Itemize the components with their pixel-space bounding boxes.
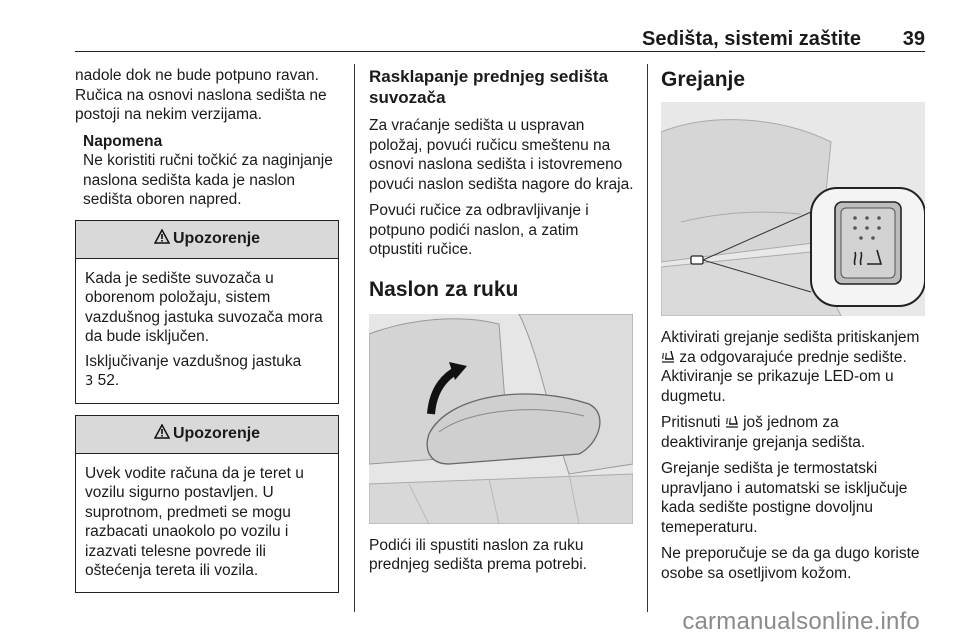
warning-ref-text: Isključivanje vazdušnog jastuka — [85, 352, 302, 370]
note-title: Napomena — [83, 132, 163, 150]
watermark: carmanualsonline.info — [682, 608, 920, 635]
section-heading-armrest: Naslon za ruku — [369, 277, 519, 301]
warning-title: Upozorenje — [172, 425, 261, 443]
column-2 — [369, 66, 635, 582]
seat-fold-text-2: Povući ručice za odbravljivanje i potpuno podići naslon, a zatim otpustiti ručice. — [369, 202, 589, 258]
seat-heating-illustration — [661, 102, 925, 316]
warning-box-2 — [75, 415, 339, 593]
warning-triangle-icon — [154, 229, 170, 249]
note-text: Ne koristiti ručni točkić za naginjanje naslona sedišta kada je naslon sedišta oboren napred. — [83, 152, 333, 208]
column-divider-left — [354, 64, 355, 612]
intro-text: nadole dok ne bude potpuno ravan. Ručica na osnovi naslona sedišta ne postoji na nekim verzijama. — [75, 67, 327, 123]
heating-text-4: Ne preporučuje se da ga dugo koriste osobe sa osetljivom kožom. — [661, 545, 920, 582]
warning-text: Kada je sedište suvozača u oborenom položaju, sistem vazdušnog jastuka suvozača mora da bude isključen. — [85, 269, 323, 345]
column-divider-right — [647, 64, 648, 612]
heating-text-3: Grejanje sedišta je termostatski upravljano i automatski se isključuje kada sedište postigne dovoljnu temeperaturu. — [661, 460, 908, 536]
column-3 — [661, 66, 929, 590]
heating-text-1: Aktivirati grejanje sedišta pritiskanjem za odgovarajuće prednje sedište. Aktiviranje se prikazuje LED-om u dugmetu. — [661, 329, 920, 405]
seat-heating-icon — [725, 415, 739, 429]
page-number: 39 — [902, 28, 925, 50]
warning-box-1 — [75, 220, 339, 404]
warning-title: Upozorenje — [172, 230, 261, 248]
page-reference-number[interactable]: 52. — [97, 372, 120, 389]
warning-triangle-icon — [154, 424, 170, 444]
page-header — [75, 26, 925, 52]
armrest-illustration — [369, 314, 633, 524]
note-block — [75, 132, 343, 210]
seat-fold-text-1: Za vraćanje sedišta u uspravan položaj, povući ručicu smeštenu na osnovi naslona sedišta i istovremeno povući naslon sedišta nagore do kraja. — [369, 117, 634, 193]
page-reference-icon: 3 — [85, 374, 94, 389]
warning-header — [76, 221, 338, 259]
page-title: Sedišta, sistemi zaštite — [642, 28, 861, 50]
section-heading-seat-fold: Rasklapanje prednjeg sedišta suvozača — [369, 67, 609, 107]
warning-text: Uvek vodite računa da je teret u vozilu sigurno postavljen. U suprotnom, predmeti se mogu razbacati unaokolo po vozilu i izazvati telesne povrede ili oštećenja tereta ili vozila. — [85, 464, 304, 579]
warning-body — [76, 259, 338, 403]
armrest-text: Podići ili spustiti naslon za ruku prednjeg sedišta prema potrebi. — [369, 536, 587, 573]
warning-text — [85, 352, 329, 392]
seat-heating-icon — [661, 350, 675, 364]
warning-header — [76, 416, 338, 454]
section-heading-heating: Grejanje — [661, 68, 746, 91]
warning-body — [76, 454, 338, 592]
column-1 — [75, 66, 343, 593]
heating-text-2: Pritisnuti još jednom za deaktiviranje grejanja sedišta. — [661, 414, 866, 451]
